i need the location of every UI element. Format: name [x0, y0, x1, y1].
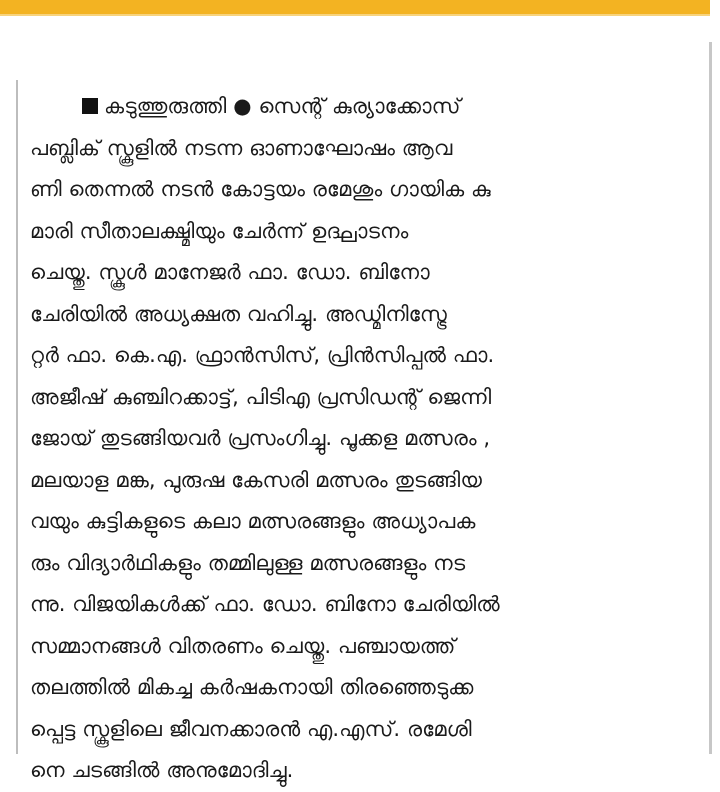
article-line: സമ്മാനങ്ങൾ വിതരണം ചെയ്തു. പഞ്ചായത്ത് [30, 633, 456, 658]
article-line: ചേരിയിൽ അധ്യക്ഷത വഹിച്ചു. അഡ്മിനിസ്ട്രേ [30, 301, 447, 326]
article-line: നെ ചടങ്ങിൽ അനുമോദിച്ചു. [30, 758, 294, 782]
article-line: ണി തെന്നൽ നടൻ കോട്ടയം രമേശും ഗായിക കു [30, 177, 491, 201]
article-line: അജീഷ് കുഞ്ചിറക്കാട്ട്, പിടിഎ പ്രസിഡന്റ് ജെന്നി [30, 384, 492, 409]
article-line: വയും കുട്ടികളുടെ കലാ മത്സരങ്ങളും അധ്യാപക [30, 509, 476, 533]
article-line: ന്നു. വിജയികൾക്ക് ഫാ. ഡോ. ബിനോ ചേരിയിൽ [30, 592, 500, 616]
article-line-text: കടുത്തുരുത്തി ● സെന്റ് കുര്യാക്കോസ് [104, 94, 461, 118]
news-article [30, 86, 696, 792]
article-line: പബ്ലിക് സ്കൂളിൽ നടന്ന ഓണാഘോഷം ആവ [30, 135, 453, 160]
article-line: റ്റർ ഫാ. കെ.എ. ഫ്രാൻസിസ്, പ്രിൻസിപ്പൽ ഫാ. [30, 343, 495, 367]
article-line: തലത്തിൽ മികച്ച കർഷകനായി തിരഞ്ഞെടുക്ക [30, 675, 474, 699]
article-line: ജോയ് തുടങ്ങിയവർ പ്രസംഗിച്ചു. പൂക്കള മത്സരം , [30, 426, 491, 450]
article-line: മാരി സീതാലക്ഷ്മിയും ചേർന്ന് ഉദ്ഘാടനം [30, 218, 409, 243]
article-line: ചെയ്തു. സ്കൂൾ മാനേജർ ഫാ. ഡോ. ബിനോ [30, 260, 430, 284]
top-banner-shadow [0, 14, 710, 16]
left-column-rule [16, 80, 18, 754]
article-line: മലയാള മങ്ക, പുരുഷ കേസരി മത്സരം തുടങ്ങിയ [30, 467, 482, 492]
square-bullet-icon [82, 98, 98, 114]
article-line [30, 86, 696, 128]
article-line: രും വിദ്യാർഥികളും തമ്മിലുള്ള മത്സരങ്ങളും നട [30, 550, 466, 575]
right-column-rule [709, 42, 712, 754]
article-line: പ്പെട്ട സ്കൂളിലെ ജീവനക്കാരൻ എ.എസ്. രമേശി [30, 716, 472, 741]
top-color-banner [0, 0, 710, 14]
